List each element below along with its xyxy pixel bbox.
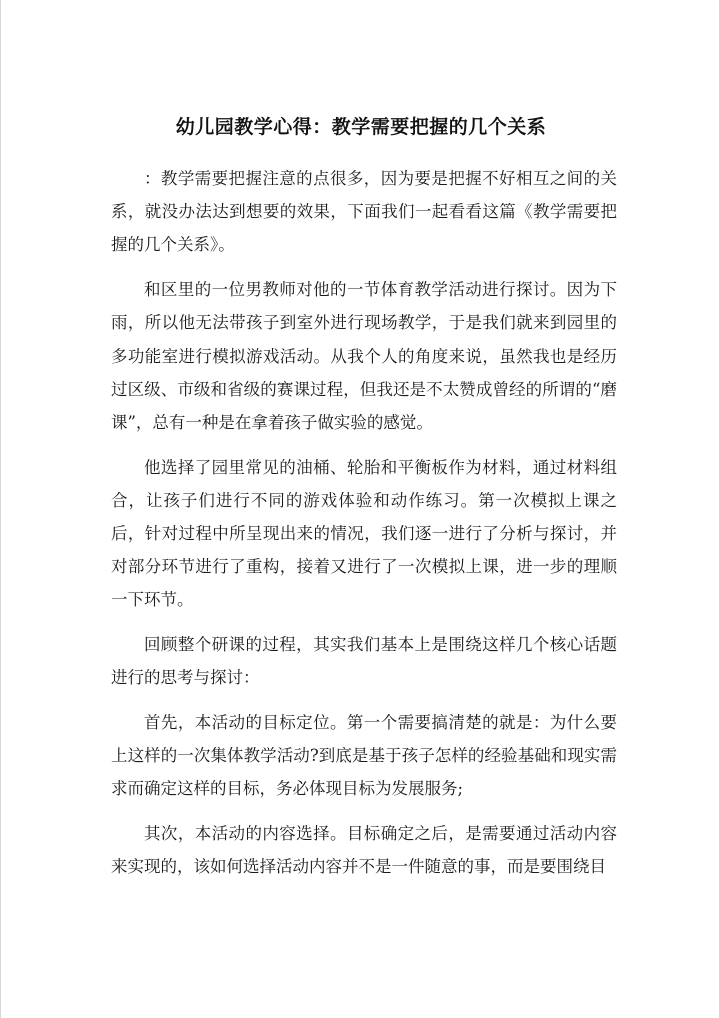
document-body	[111, 162, 617, 895]
document-title: 幼儿园教学心得：教学需要把握的几个关系	[175, 116, 547, 138]
paragraph: ：教学需要把握注意的点很多，因为要是把握不好相互之间的关系，就没办法达到想要的效果，下面我们一起看看这篇《教学需要把握的几个关系》。	[111, 169, 617, 255]
paragraph: 和区里的一位男教师对他的一节体育教学活动进行探讨。因为下雨，所以他无法带孩子到室外进行现场教学，于是我们就来到园里的多功能室进行模拟游戏活动。从我个人的角度来说，虽然我也是经历过区级、市级和省级的赛课过程，但我还是不太赞成曾经的所谓的“磨课”，总有一种是在拿着孩子做实验的感觉。	[111, 280, 617, 432]
paragraph: 回顾整个研课的过程，其实我们基本上是围绕这样几个核心话题进行的思考与探讨：	[111, 635, 617, 688]
paragraph: 其次，本活动的内容选择。目标确定之后，是需要通过活动内容来实现的，该如何选择活动内容并不是一件随意的事，而是要围绕目	[111, 824, 617, 877]
paragraph: 他选择了园里常见的油桶、轮胎和平衡板作为材料，通过材料组合，让孩子们进行不同的游戏体验和动作练习。第一次模拟上课之后，针对过程中所呈现出来的情况，我们逐一进行了分析与探讨，并对部分环节进行了重构，接着又进行了一次模拟上课，进一步的理顺一下环节。	[111, 457, 617, 610]
paragraph: 首先，本活动的目标定位。第一个需要搞清楚的就是：为什么要上这样的一次集体教学活动?到底是基于孩子怎样的经验基础和现实需求而确定这样的目标，务必体现目标为发展服务;	[111, 713, 617, 799]
